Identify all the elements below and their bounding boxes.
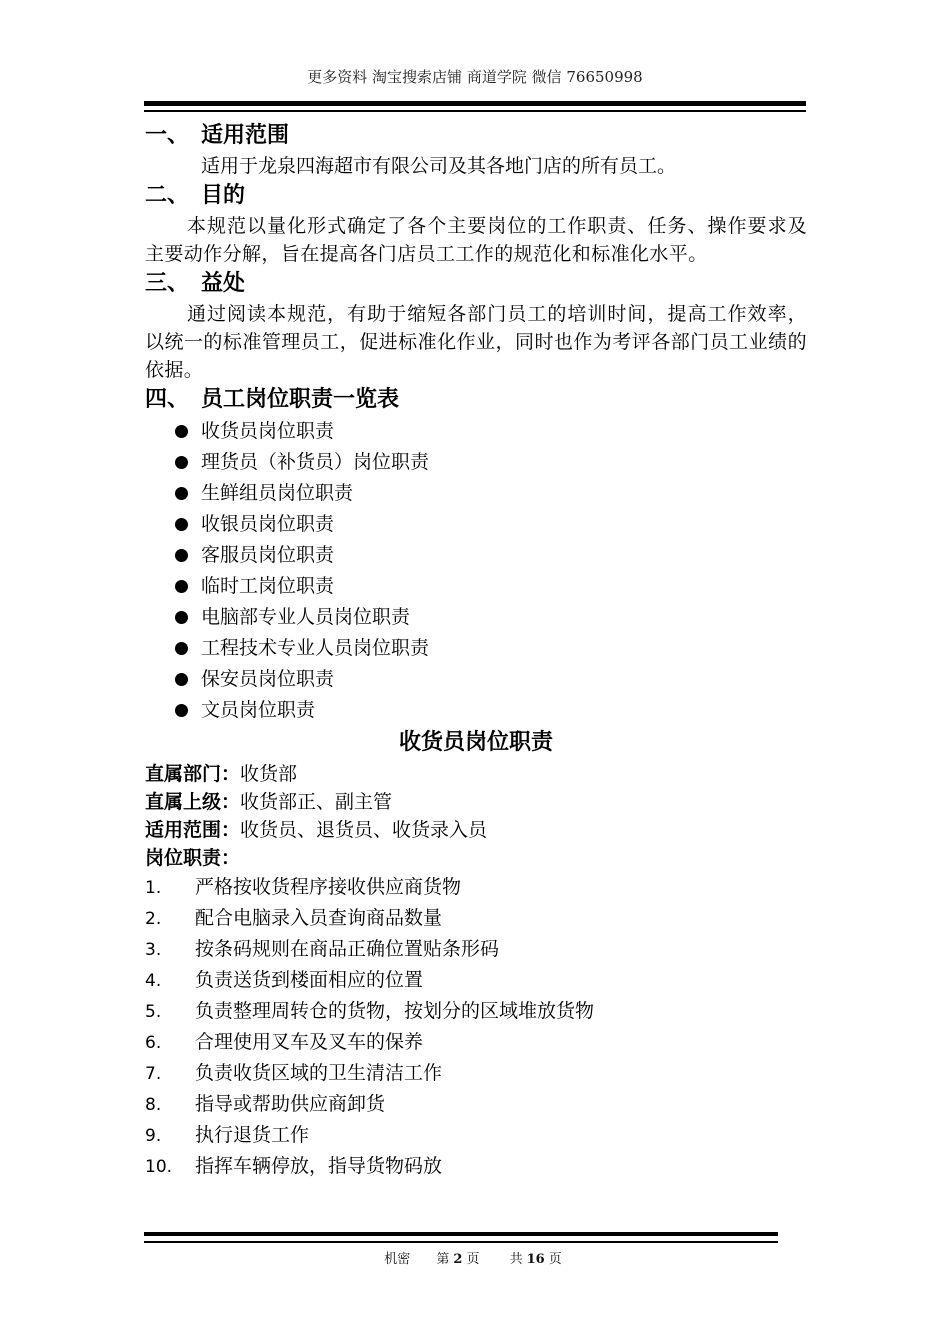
list-item: 7. 负责收货区域的卫生清洁工作 [145,1062,443,1084]
bullet-icon [175,487,188,500]
list-item: 6. 合理使用叉车及叉车的保养 [145,1031,424,1053]
list-item: 保安员岗位职责 [145,664,807,695]
field-duties-label: 岗位职责： [145,847,241,869]
list-item: 3. 按条码规则在商品正确位置贴条形码 [145,938,500,960]
bullet-icon [175,518,188,531]
bullet-icon [175,704,188,717]
job-title: 收货员岗位职责 [398,730,553,755]
bullet-icon [175,611,188,624]
footer-rule-thin [144,1241,778,1243]
list-item: 5. 负责整理周转仓的货物，按划分的区域堆放货物 [145,1000,595,1022]
list-item: 客服员岗位职责 [145,540,807,571]
bullet-icon [175,673,188,686]
section-body-scope: 适用于龙泉四海超市有限公司及其各地门店的所有员工。 [201,155,677,177]
header-rule-thick [144,101,806,106]
bullet-icon [175,549,188,562]
list-item: 理货员（补货员）岗位职责 [145,447,807,478]
section-body-benefits: 通过阅读本规范，有助于缩短各部门员工的培训时间，提高工作效率，以统一的标准管理员工，促进标准化作业，同时也作为考评各部门员工业绩的依据。 [145,303,807,381]
field-scope: 适用范围：收货员、退货员、收货录入员 [145,819,488,841]
section-heading-scope: 一、 适用范围 [145,123,290,148]
list-item: 临时工岗位职责 [145,571,807,602]
duties-list [145,872,807,1182]
bullet-icon [175,580,188,593]
list-item: 1. 严格按收货程序接收供应商货物 [145,876,462,898]
field-department: 直属部门：收货部 [145,763,298,785]
confidential-label: 机密 [384,1252,411,1267]
page-footer: 机密 第 2 页 共 16 页 [384,1252,562,1267]
list-item: 工程技术专业人员岗位职责 [145,633,807,664]
duty-overview-list [145,416,807,726]
list-item: 收货员岗位职责 [145,416,807,447]
section-body-purpose: 本规范以量化形式确定了各个主要岗位的工作职责、任务、操作要求及主要动作分解，旨在提高各门店员工工作的规范化和标准化水平。 [145,215,807,265]
footer-rule-thick [144,1232,778,1236]
page-number: 2 [453,1252,463,1267]
header-rule-thin [144,110,806,112]
section-heading-duty-list: 四、 员工岗位职责一览表 [145,387,400,412]
list-item: 生鲜组员岗位职责 [145,478,807,509]
list-item: 10. 指挥车辆停放，指导货物码放 [145,1155,443,1177]
bullet-icon [175,425,188,438]
list-item: 文员岗位职责 [145,695,807,726]
list-item: 8. 指导或帮助供应商卸货 [145,1093,386,1115]
page-header: 更多资料 淘宝搜索店铺 商道学院 微信 76650998 [307,68,643,86]
list-item: 收银员岗位职责 [145,509,807,540]
list-item: 2. 配合电脑录入员查询商品数量 [145,907,443,929]
total-pages: 16 [526,1252,545,1267]
document-body [145,120,807,1182]
section-heading-benefits: 三、 益处 [145,271,246,296]
bullet-icon [175,642,188,655]
list-item: 9. 执行退货工作 [145,1124,310,1146]
bullet-icon [175,456,188,469]
section-heading-purpose: 二、 目的 [145,183,246,208]
list-item: 4. 负责送货到楼面相应的位置 [145,969,424,991]
field-superior: 直属上级：收货部正、副主管 [145,791,393,813]
list-item: 电脑部专业人员岗位职责 [145,602,807,633]
